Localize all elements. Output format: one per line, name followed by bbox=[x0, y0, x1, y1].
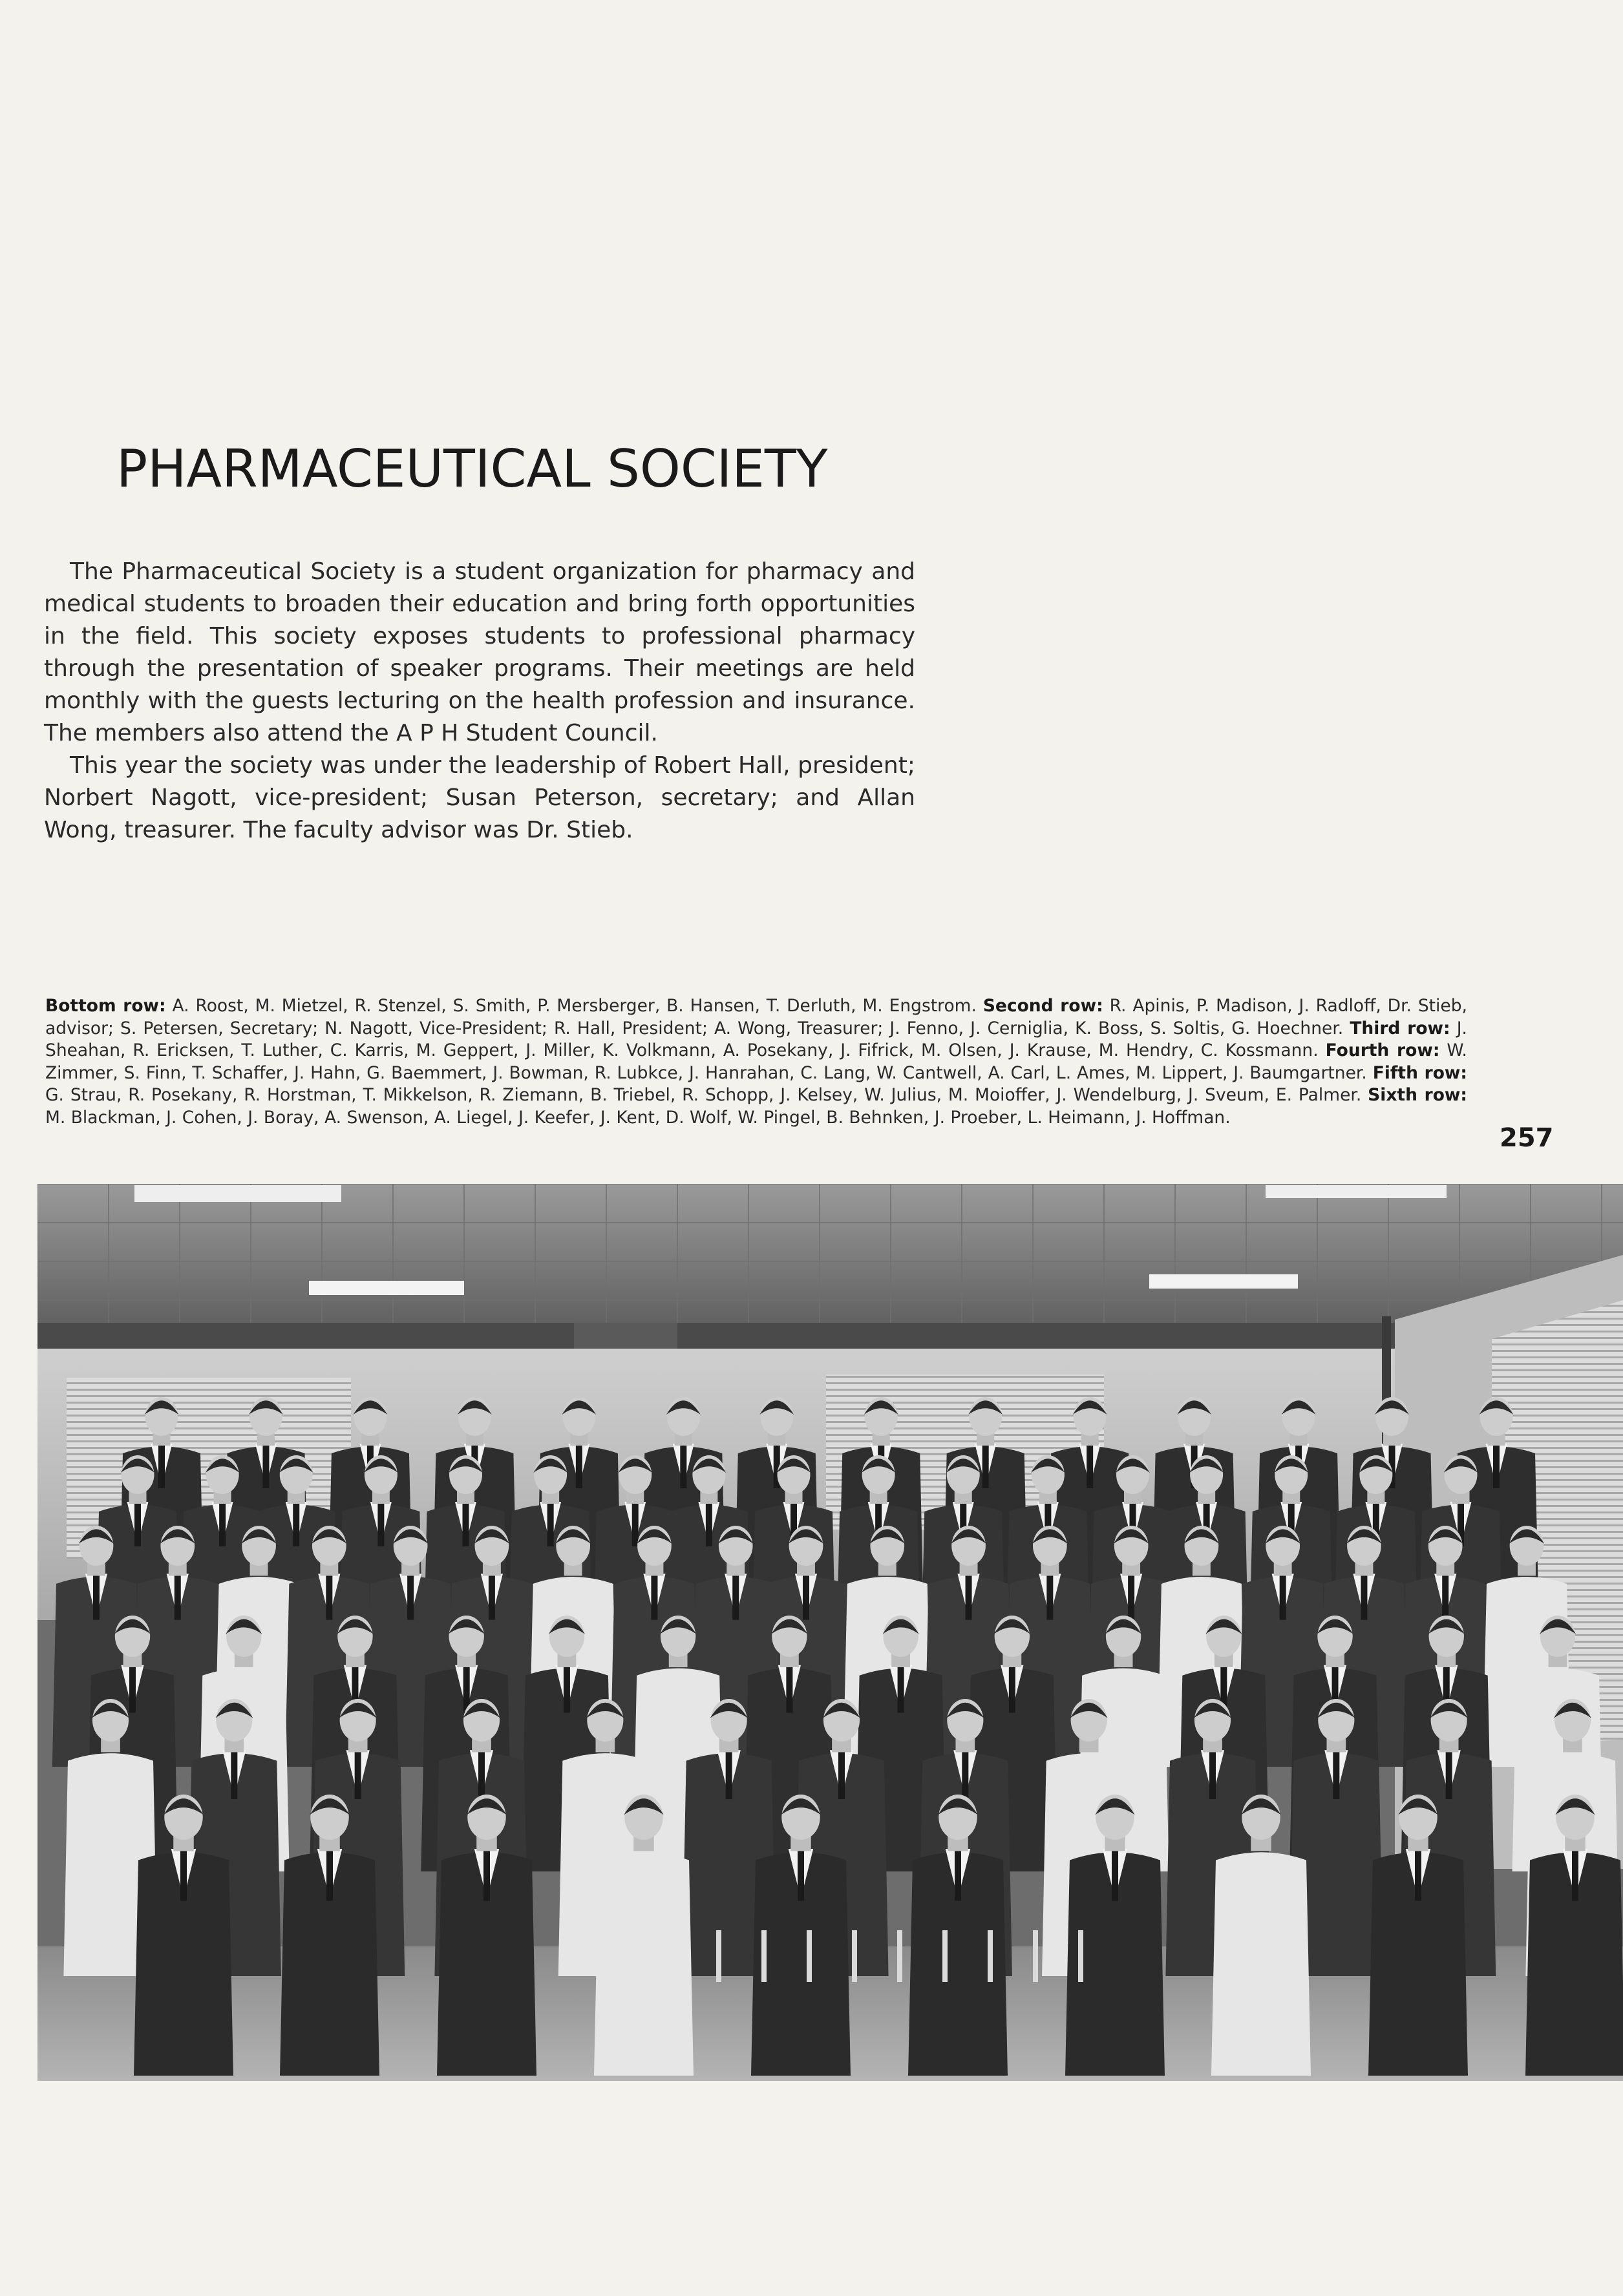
caption-row-label: Bottom row: bbox=[45, 996, 166, 1016]
caption-row-names: A. Roost, M. Mietzel, R. Stenzel, S. Smith, P. Mersberger, B. Hansen, T. Derluth, M. Engstrom. bbox=[172, 996, 977, 1016]
caption-row-names: J. Sheahan, R. Ericksen, T. Luther, C. Karris, M. Geppert, J. Miller, K. Volkmann, A. Posekany, J. Fifrick, M. Olsen, J. Krause, M. Hendry, C. Kossmann. bbox=[45, 1018, 1467, 1060]
intro-paragraph-1: The Pharmaceutical Society is a student organization for pharmacy and medical students to broaden their education and bring forth opportunities in the field. This society exposes students to professional pharmacy through the presentation of speaker programs. Their meetings are held monthly with the guests lecturing on the health profession and insurance. The members also attend the A P H Student Council. bbox=[44, 558, 915, 746]
caption-row-names: W. Zimmer, S. Finn, T. Schaffer, J. Hahn, G. Baemmert, J. Bowman, R. Lubkce, J. Hanrahan, C. Lang, W. Cantwell, A. Carl, L. Ames, M. Lippert, J. Baumgartner. bbox=[45, 1040, 1467, 1083]
caption-row-names: R. Apinis, P. Madison, J. Radloff, Dr. Stieb, advisor; S. Petersen, Secretary; N. Nagott, Vice-President; R. Hall, President; A. Wong, Treasurer; J. Fenno, J. Cerniglia, K. Boss, S. Soltis, G. Hoechner. bbox=[45, 996, 1467, 1038]
caption-row-label: Sixth row: bbox=[1368, 1085, 1467, 1105]
page-title: PHARMACEUTICAL SOCIETY bbox=[116, 438, 828, 499]
photo-caption bbox=[45, 995, 1467, 1129]
chair-leg bbox=[761, 1930, 767, 1982]
chair-leg bbox=[1078, 1930, 1083, 1982]
intro-paragraph-2: This year the society was under the leadership of Robert Hall, president; Norbert Nagott, vice-president; Susan Peterson, secretary; and Allan Wong, treasurer. The faculty advisor was Dr. Stieb. bbox=[44, 752, 915, 843]
chair-leg bbox=[942, 1930, 948, 1982]
chair-leg bbox=[807, 1930, 812, 1982]
caption-row-names: M. Blackman, J. Cohen, J. Boray, A. Swenson, A. Liegel, J. Keefer, J. Kent, D. Wolf, W. Pingel, B. Behnken, J. Proeber, L. Heimann, J. Hoffman. bbox=[45, 1107, 1231, 1128]
chair-leg bbox=[897, 1930, 902, 1982]
caption-row-label: Fifth row: bbox=[1372, 1062, 1467, 1083]
chair-leg bbox=[852, 1930, 857, 1982]
page-number: 257 bbox=[1500, 1123, 1554, 1153]
ceiling-light bbox=[134, 1185, 341, 1202]
ceiling-light bbox=[1149, 1274, 1298, 1289]
caption-row-label: Second row: bbox=[982, 996, 1103, 1016]
caption-row-label: Third row: bbox=[1350, 1018, 1450, 1038]
group-photo-image bbox=[37, 1184, 1623, 2081]
ceiling-light bbox=[1266, 1185, 1447, 1198]
caption-row-names: G. Strau, R. Posekany, R. Horstman, T. Mikkelson, R. Ziemann, B. Triebel, R. Schopp, J. Kelsey, W. Julius, M. Moioffer, J. Wendelburg, J. Sveum, E. Palmer. bbox=[45, 1085, 1362, 1105]
chair-leg bbox=[1033, 1930, 1038, 1982]
chair-leg bbox=[988, 1930, 993, 1982]
intro-text bbox=[44, 556, 915, 847]
group-photo bbox=[37, 1184, 1623, 2081]
chair-leg bbox=[716, 1930, 721, 1982]
caption-row-label: Fourth row: bbox=[1325, 1040, 1440, 1060]
ceiling-light bbox=[309, 1281, 464, 1295]
